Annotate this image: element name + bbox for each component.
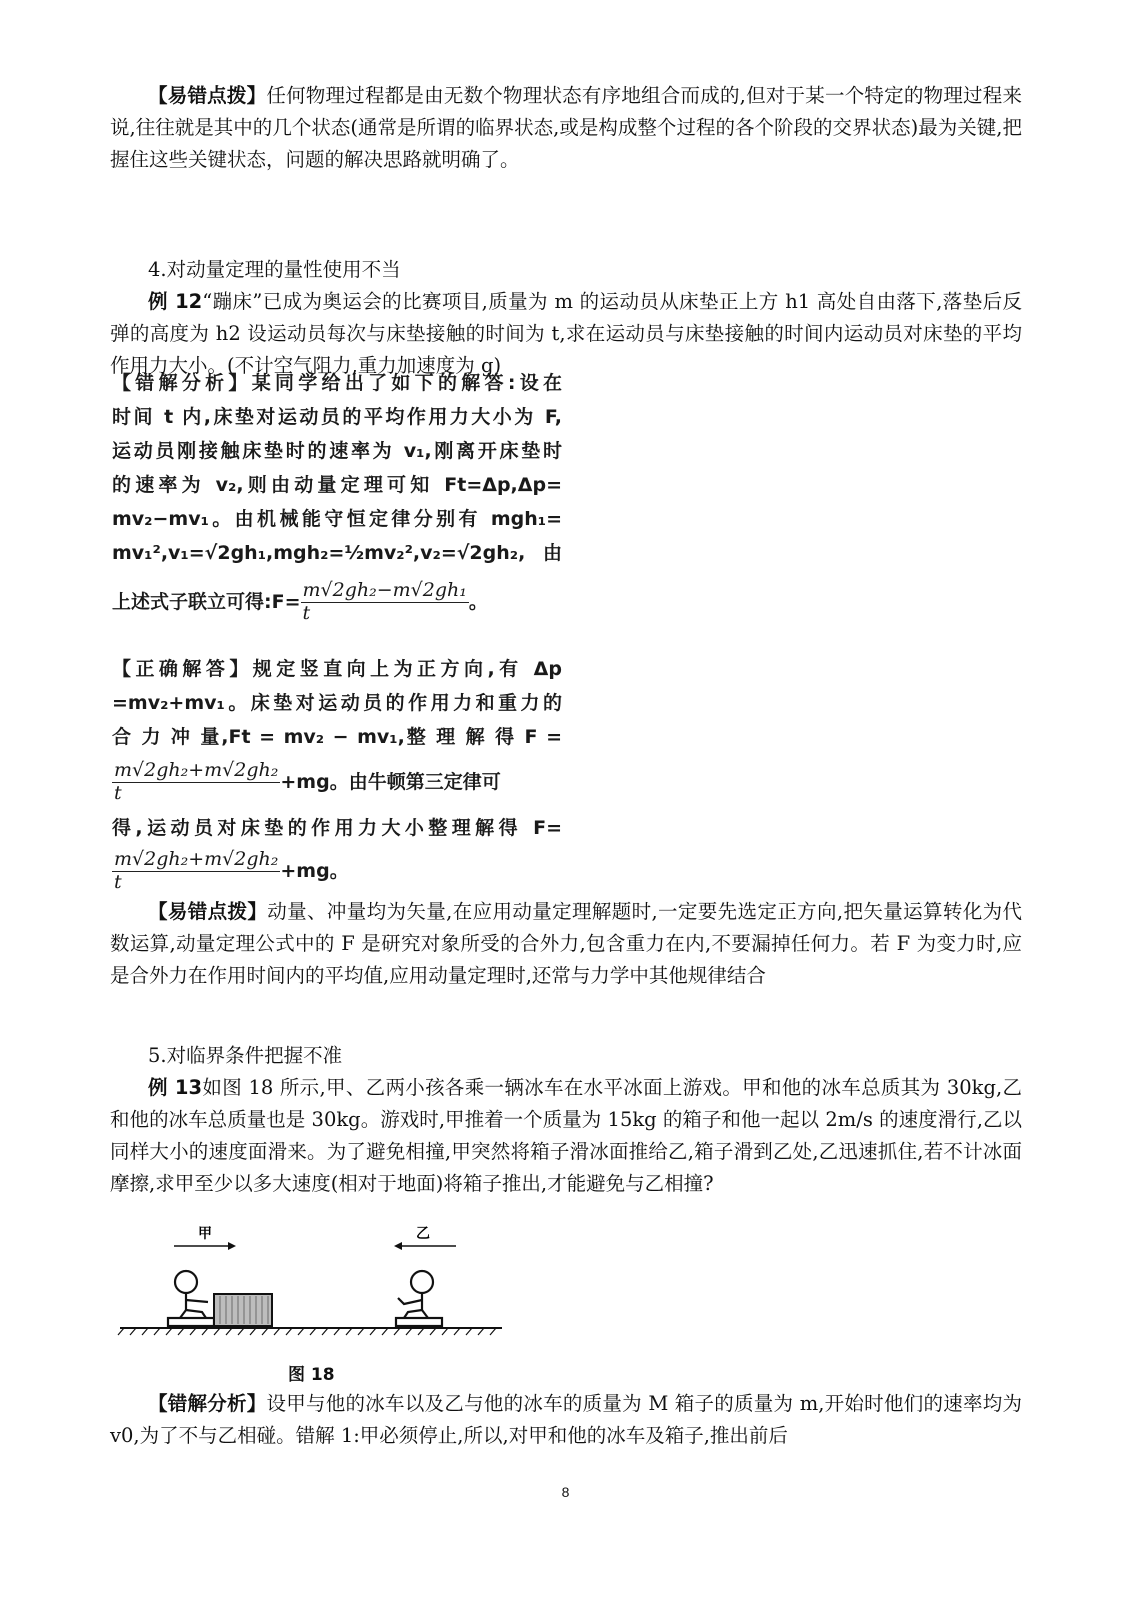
child-yi-figure [396, 1271, 442, 1326]
wrong-analysis-13-tag: 【错解分析】 [148, 1392, 267, 1415]
correct-answer-line-2: =mv₂+mv₁。床垫对运动员的作用力和重力的 [112, 692, 562, 714]
example-13-label: 例 13 [148, 1076, 203, 1099]
correct-answer-line-1: 【正确解答】规定竖直向上为正方向,有 Δp [112, 658, 562, 680]
correct-answer-line-5: 得,运动员对床垫的作用力大小整理解得 F= [112, 816, 562, 839]
wrong-analysis-fraction: $\frac{\text{m√2gh₂−m√2gh₁}}{t}$ [302, 579, 467, 624]
wrong-analysis-line-5: mv₂−mv₁。由机械能守恒定律分别有 mgh₁= [112, 508, 562, 530]
label-jia: 甲 [198, 1226, 212, 1242]
correct-answer-tag: 【正确解答】 [112, 658, 253, 680]
arrow-right-icon [174, 1242, 236, 1250]
correct-answer-line-3: 合 力 冲 量,Ft = mv₂ − mv₁,整 理 解 得 F = [112, 726, 562, 748]
wrong-analysis-line-3: 运动员刚接触床垫时的速率为 v₁,刚离开床垫时 [112, 440, 562, 462]
wrong-analysis-line-6: mv₁²,v₁=√2gh₁,mgh₂=½mv₂²,v₂=√2gh₂,由 [112, 542, 562, 564]
example-12-label: 例 12 [148, 290, 203, 313]
correct-answer-line-4: $\frac{\text{m√2gh₂+m√2gh₂}}{t}$ +mg。由牛顿第三定律可 [114, 759, 501, 804]
wrong-analysis-line-4: 的速率为 v₂,则由动量定理可知 Ft=Δp,Δp= [112, 474, 562, 496]
correct-answer-12 [112, 652, 562, 893]
box-figure [214, 1294, 272, 1326]
wrong-analysis-line-7: 上述式子联立可得:F= $\frac{\text{m√2gh₂−m√2gh₁}}{t}$ 。 [112, 579, 488, 624]
wrong-analysis-line-1: 【错解分析】某同学给出了如下的解答:设在 [112, 372, 562, 394]
example-13-text: 如图 18 所示,甲、乙两小孩各乘一辆冰车在水平冰面上游戏。甲和他的冰车总质其为 30kg,乙和他的冰车总质量也是 30kg。游戏时,甲推着一个质量为 15kg 的箱子和他一起以 2m/s 的速度滑行,乙以同样大小的速度面滑来。为了避免相撞,甲突然将箱子滑冰面推给乙,箱子滑到乙处,乙迅速抓住,若不计冰面摩擦,求甲至少以多大速度(相对于地面)将箱子推出,才能避免与乙相撞? [110, 1076, 1022, 1195]
wrong-analysis-tag: 【错解分析】 [112, 372, 252, 394]
tip-text-2: 动量、冲量均为矢量,在应用动量定理解题时,一定要先选定正方向,把矢量运算转化为代数运算,动量定理公式中的 F 是研究对象所受的合外力,包含重力在内,不要漏掉任何力。若 F 为变力时,应是合外力在作用时间内的平均值,应用动量定理时,还常与力学中其他规律结合 [110, 900, 1022, 987]
page-number: 8 [561, 1484, 570, 1500]
figure-18 [110, 1222, 510, 1352]
ice-ground [118, 1328, 502, 1335]
correct-answer-fraction-2: $\frac{\text{m√2gh₂+m√2gh₂}}{t}$ [114, 847, 279, 893]
tip-tag: 【易错点拨】 [148, 84, 267, 107]
tip-paragraph-1 [110, 80, 1022, 176]
figure-caption: 图 18 [288, 1365, 335, 1385]
tip-tag-2: 【易错点拨】 [148, 900, 268, 923]
wrong-analysis-12 [112, 366, 562, 625]
wrong-analysis-13-text: 设甲与他的冰车以及乙与他的冰车的质量为 M 箱子的质量为 m,开始时他们的速率均为 v0,为了不与乙相碰。错解 1:甲必须停止,所以,对甲和他的冰车及箱子,推出前后 [110, 1392, 1022, 1447]
wrong-analysis-13 [110, 1388, 1022, 1452]
arrow-left-icon [394, 1242, 456, 1250]
correct-answer-line-6: $\frac{\text{m√2gh₂+m√2gh₂}}{t}$ +mg。 [114, 847, 349, 893]
example-12-text: “蹦床”已成为奥运会的比赛项目,质量为 m 的运动员从床垫正上方 h1 高处自由落下,落垫后反弹的高度为 h2 设运动员每次与床垫接触的时间为 t,求在运动员与床垫接触的时间内运动员对床垫的平均作用力大小。(不计空气阻力,重力加速度为 g) [110, 290, 1022, 377]
example-13 [110, 1072, 1022, 1200]
wrong-analysis-line-2: 时间 t 内,床垫对运动员的平均作用力大小为 F, [112, 406, 562, 428]
section-heading-4: 4.对动量定理的量性使用不当 [148, 258, 401, 281]
label-yi: 乙 [416, 1226, 430, 1242]
child-jia-figure [168, 1271, 214, 1326]
correct-answer-fraction-1: $\frac{\text{m√2gh₂+m√2gh₂}}{t}$ [114, 759, 279, 804]
tip-paragraph-2 [110, 896, 1022, 992]
section-heading-5: 5.对临界条件把握不准 [148, 1044, 343, 1067]
tip-text: 任何物理过程都是由无数个物理状态有序地组合而成的,但对于某一个特定的物理过程来说,往往就是其中的几个状态(通常是所谓的临界状态,或是构成整个过程的各个阶段的交界状态)最为关键,把握住这些关键状态，问题的解决思路就明确了。 [110, 84, 1022, 171]
